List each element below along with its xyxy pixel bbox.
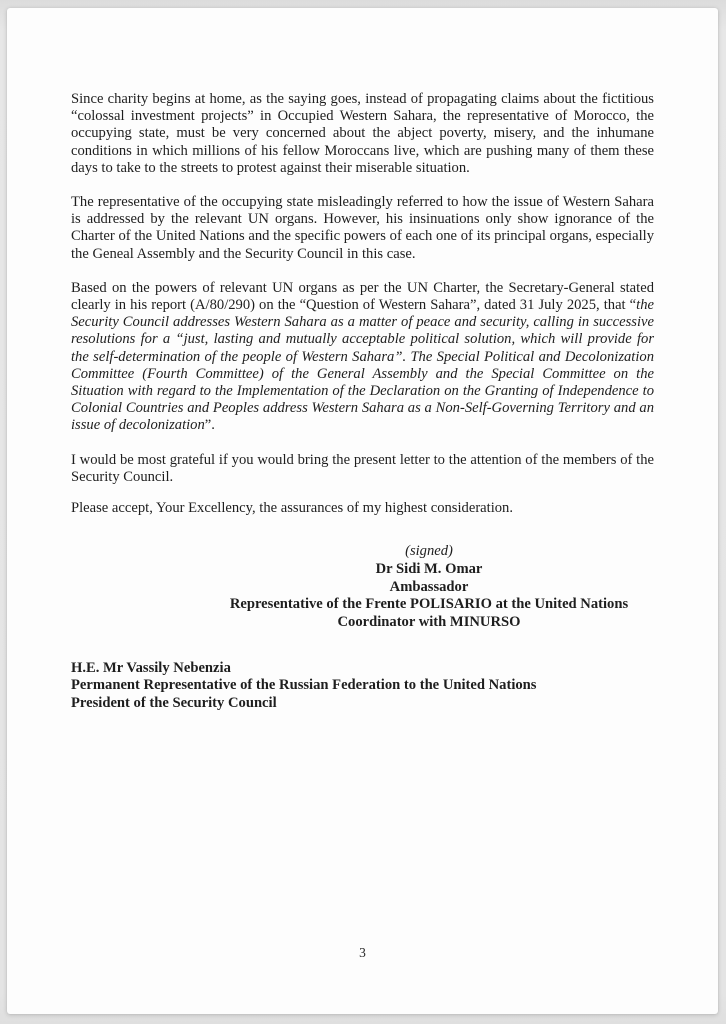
addressee-role: President of the Security Council [71, 694, 277, 711]
secretary-general-quote: the Security Council addresses Western Sahara as a matter of peace and security, calling in successive resolutions for a “just, lasting and mutually acceptable political solution, which will provide for the self-determination of the people of Western Sahara”. The Special Political and Decolonization Committee (Fourth Committee) of the General Assembly and the Special Committee on the Situation with regard to the Implementation of the Declaration on the Granting of Independence to Colonial Countries and Peoples address Western Sahara as a Non-Self-Governing Territory and an issue of decolonization [71, 297, 654, 434]
signed-label: (signed) [405, 543, 453, 560]
signatory-title-ambassador: Ambassador [389, 578, 469, 595]
paragraph-3-prefix: Based on the powers of relevant UN organs as per the UN Charter, the Secretary-General stated clearly in his report (A/80/290) on the “Question of Western Sahara”, dated 31 July 2025, that “ [71, 279, 654, 314]
signatory-title-coordinator: Coordinator with MINURSO [337, 614, 521, 631]
paragraph-3-suffix: ”. [204, 417, 215, 434]
paragraph-2: The representative of the occupying state misleadingly referred to how the issue of Western Sahara is addressed by the relevant UN organs. However, his insinuations only show ignorance of the Charter of the United Nations and the specific powers of each one of its principal organs, especially the Geneal Assembly and the Security Council in this case. [71, 194, 654, 262]
addressee-name: H.E. Mr Vassily Nebenzia [71, 659, 231, 676]
signatory-name: Dr Sidi M. Omar [375, 560, 483, 577]
addressee-block [71, 660, 654, 713]
page-number: 3 [359, 945, 366, 960]
signature-block [204, 543, 654, 632]
paragraph-5: Please accept, Your Excellency, the assurances of my highest consideration. [71, 500, 514, 517]
document-page [7, 8, 718, 1014]
addressee-title: Permanent Representative of the Russian Federation to the United Nations [71, 677, 537, 694]
paragraph-3 [71, 280, 654, 435]
signatory-title-representative: Representative of the Frente POLISARIO at the United Nations [229, 596, 629, 613]
paragraph-1: Since charity begins at home, as the saying goes, instead of propagating claims about the fictitious “colossal investment projects” in Occupied Western Sahara, the representative of Morocco, the occupying state, must be very concerned about the abject poverty, misery, and the inhumane conditions in which millions of his fellow Moroccans live, which are pushing many of them these days to take to the streets to protest against their miserable situation. [71, 91, 654, 176]
letter-body [71, 91, 654, 713]
paragraph-4: I would be most grateful if you would bring the present letter to the attention of the members of the Security Council. [71, 451, 654, 485]
